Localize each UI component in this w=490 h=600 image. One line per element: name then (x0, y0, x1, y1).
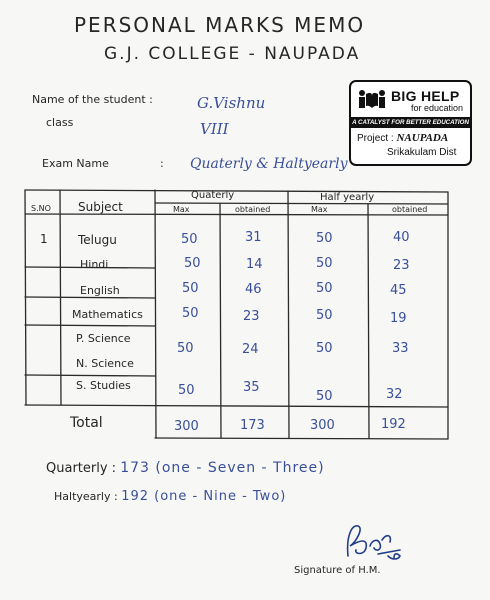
h-max-cell: 50 (316, 256, 333, 271)
q-max-cell: 50 (182, 281, 199, 296)
total-q-max: 300 (174, 419, 199, 434)
h-max-cell: 50 (316, 281, 333, 296)
q-obt-cell: 31 (245, 230, 262, 245)
signature-label: Signature of H.M. (294, 565, 381, 576)
summary-halfyearly-label: Haltyearly : (54, 490, 118, 503)
logo-project-label: Project : (357, 133, 394, 144)
summary-quarterly-value: 173 (one - Seven - Three) (120, 460, 325, 476)
total-q-obt: 173 (240, 418, 265, 433)
h-obt-cell: 23 (393, 258, 410, 273)
logo-sub: for education (411, 103, 464, 113)
h-obt-cell: 40 (393, 230, 410, 245)
class-label: class (46, 116, 74, 129)
q-obt-cell: 23 (243, 309, 260, 324)
memo-title: PERSONAL MARKS MEMO (74, 13, 366, 37)
h-obt-cell: 45 (390, 283, 407, 298)
col-header-sno: S.NO (31, 204, 51, 213)
q-max-cell: 50 (184, 256, 201, 271)
h-obt-cell: 33 (392, 341, 409, 356)
exam-name-label: Exam Name (42, 157, 109, 170)
subject-cell: Hindi (80, 258, 109, 271)
student-name-value: G.Vishnu (197, 94, 266, 112)
subject-cell: N. Science (76, 357, 134, 370)
h-obt-cell: 32 (386, 387, 403, 402)
col-header-h-obtained: obtained (392, 205, 428, 214)
student-name-label: Name of the student : (32, 93, 153, 106)
logo-brand: BIG HELP (391, 88, 460, 104)
total-label: Total (70, 415, 103, 431)
subject-cell: English (80, 284, 120, 297)
col-header-subject: Subject (78, 200, 123, 214)
summary-halfyearly-value: 192 (one - Nine - Two) (121, 489, 287, 504)
total-h-obt: 192 (381, 417, 406, 432)
h-max-cell: 50 (316, 308, 333, 323)
exam-name-value: Quaterly & Haltyearly (190, 156, 348, 172)
col-header-q-obtained: obtained (235, 205, 271, 214)
q-max-cell: 50 (182, 306, 199, 321)
subject-cell: S. Studies (76, 379, 131, 392)
q-obt-cell: 35 (243, 380, 260, 395)
hm-signature (338, 516, 408, 566)
q-max-cell: 50 (181, 232, 198, 247)
class-value: VIII (200, 120, 229, 138)
col-header-q-max: Max (173, 205, 190, 214)
q-max-cell: 50 (178, 383, 195, 398)
subject-cell: P. Science (76, 332, 131, 345)
h-obt-cell: 19 (390, 311, 407, 326)
exam-colon: : (160, 157, 164, 170)
logo-project-value: NAUPADA (396, 132, 449, 144)
table-row-sno: 1 (40, 232, 48, 246)
subject-cell: Telugu (78, 233, 117, 247)
col-header-h-max: Max (311, 205, 328, 214)
subject-cell: Mathematics (72, 308, 143, 321)
h-max-cell: 50 (316, 341, 333, 356)
q-obt-cell: 46 (245, 282, 262, 297)
h-max-cell: 50 (316, 389, 333, 404)
summary-quarterly (46, 460, 325, 476)
total-h-max: 300 (310, 418, 335, 433)
logo-district: Srikakulam Dist (387, 147, 457, 158)
q-obt-cell: 14 (246, 257, 263, 272)
college-name: G.J. COLLEGE - NAUPADA (104, 44, 361, 64)
col-header-quaterly: Quaterly (191, 190, 235, 201)
q-obt-cell: 24 (242, 342, 259, 357)
summary-halfyearly (54, 489, 286, 504)
h-max-cell: 50 (316, 231, 333, 246)
q-max-cell: 50 (177, 341, 194, 356)
logo-tagline: A CATALYST FOR BETTER EDUCATION (352, 119, 469, 126)
summary-quarterly-label: Quarterly : (46, 461, 117, 476)
col-header-halfyearly: Half yearly (320, 192, 375, 203)
